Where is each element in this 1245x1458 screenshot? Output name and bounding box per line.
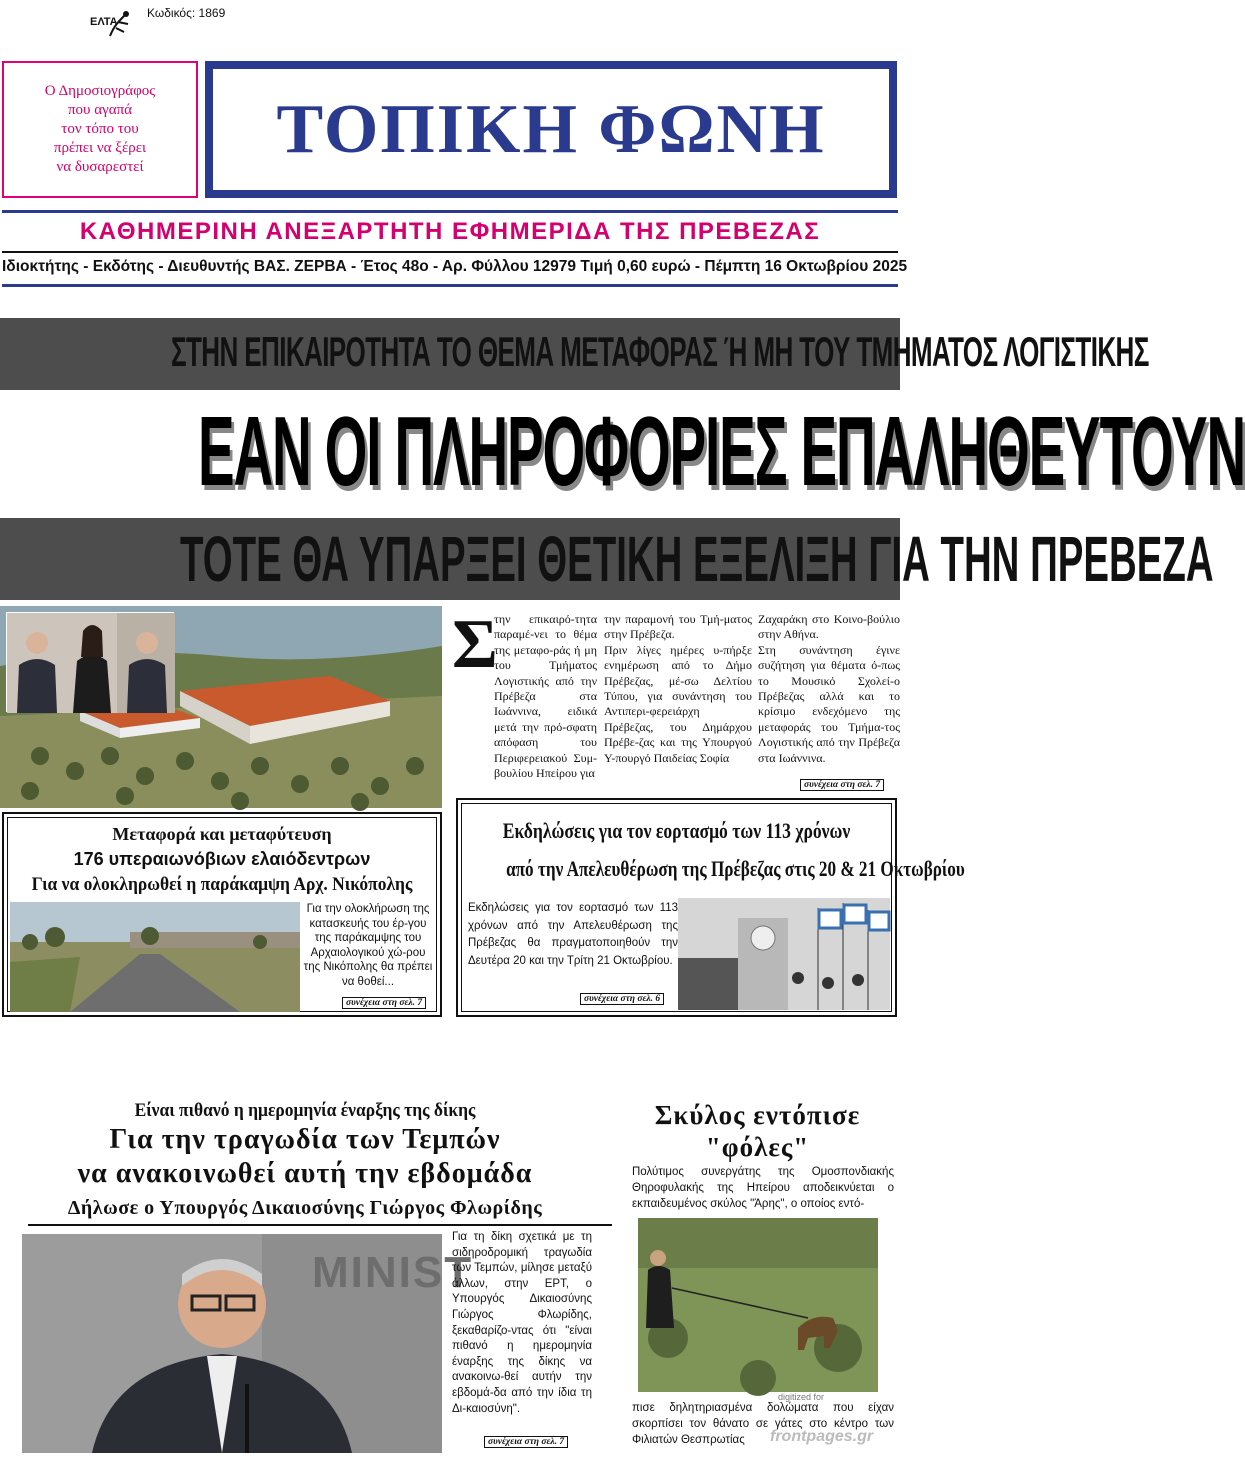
lead-column-2: την παραμονή του Τμή-ματος στην Πρέβεζα. Πριν λίγες ημέρες υ-πήρξε ενημέρωση από το Δήμο Πρέβεζας, μέ-σω Δελτίου Τύπου, για συνάντηση του Αντιπερι-φερειάρχη Πρέβεζας, του Δημάρχου Πρέβε-ζας και της Υπουργού Υ-πουργό Παιδείας Σοφία (604, 612, 752, 765)
dropcap-letter: Σ (452, 606, 498, 683)
masthead-rule (2, 210, 898, 213)
olive-title-2: 176 υπεραιωνόβιων ελαιόδεντρων (73, 849, 371, 869)
lead-kicker: ΣΤΗΝ ΕΠΙΚΑΙΡΟΤΗΤΑ ΤΟ ΘΕΜΑ ΜΕΤΑΦΟΡΑΣ Ή ΜΗ ΤΟΥ ΤΜΗΜΑΤΟΣ ΛΟΓΙΣΤΙΚΗΣ (171, 328, 1149, 375)
digitized-watermark: digitized for (778, 1392, 825, 1402)
masthead-title-box (205, 61, 897, 198)
tempi-subhead: Δήλωσε ο Υπουργός Δικαιοσύνης Γιώργος Φλωρίδης (67, 1197, 543, 1219)
dog-tail-text: πισε δηλητηριασμένα δολώματα που είχαν σκορπίσει τον θάνατο σε γάτες στο κέντρο των Φιλιατών Θεσπρωτίας (632, 1402, 894, 1447)
lead-column-1 (452, 606, 597, 781)
lead-subhead: ΤΟΤΕ ΘΑ ΥΠΑΡΞΕΙ ΘΕΤΙΚΗ ΕΞΕΛΙΞΗ ΓΙΑ ΤΗΝ ΠΡΕΒΕΖΑ (180, 523, 1214, 595)
tempi-headline-2: να ανακοινωθεί αυτή την εβδομάδα (77, 1158, 533, 1189)
dog-lead-text: Πολύτιμος συνεργάτης της Ομοσπονδιακής Θηροφυλακής της Ηπείρου αποδεικνύεται ο εκπαιδευμένος σκύλος "Άρης", ο οποίος εντό- (632, 1166, 894, 1211)
tempi-kicker: Είναι πιθανό η ημερομηνία έναρξης της δίκης (134, 1100, 476, 1121)
olive-text: Για την ολοκλήρωση της κατασκευής του έρ-γου της παράκαμψης του Αρχαιολογικού χώ-ρου της Νικόπολης θα πρέπει να θοθεί... (303, 903, 433, 988)
lead-continued-link[interactable]: συνέχεια στη σελ. 7 (800, 779, 884, 791)
liberation-events-box (456, 798, 965, 1017)
frontpages-watermark[interactable]: frontpages.gr (770, 1428, 874, 1445)
minister-photo (22, 1234, 474, 1453)
dog-photo (638, 1218, 878, 1392)
events-title-1: Εκδηλώσεις για τον εορτασμό των 113 χρόνων (502, 818, 851, 843)
newspaper-title: ΤΟΠΙΚΗ ΦΩΝΗ (276, 90, 826, 168)
tempi-text: Για τη δίκη σχετικά με τη σιδηροδρομική τραγωδία των Τεμπών, μίλησε μεταξύ άλλων, στην ΕΡΤ, ο Υπουργός Δικαιοσύνης Γιώργος Φλωρίδης, ξεκαθαρίζο-ντας ότι "είναι πιθανό η ημερομηνία έναρξης της δίκης να ανακοινω-θεί αυτήν την εβδομά-δα από την ίδια τη Δι-καιοσύνη". (452, 1231, 592, 1415)
issue-info-line: Ιδιοκτήτης - Εκδότης - Διευθυντής ΒΑΣ. ΖΕΡΒΑ - Έτος 48ο - Αρ. Φύλλου 12979 Τιμή 0,60 ευρώ - Πέμπτη 16 Οκτωβρίου 2025 (2, 258, 908, 275)
tempi-continued-link[interactable]: συνέχεια στη σελ. 7 (484, 1436, 568, 1448)
olive-trees-box (2, 812, 442, 1017)
road-photo (10, 902, 300, 1012)
dog-headline-1: Σκύλος εντόπισε (654, 1100, 861, 1130)
masthead-rule (2, 251, 898, 253)
dog-headline-2: "φόλες" (705, 1132, 810, 1162)
newspaper-subtitle: ΚΑΘΗΜΕΡΙΝΗ ΑΝΕΞΑΡΤΗΤΗ ΕΦΗΜΕΡΙΔΑ ΤΗΣ ΠΡΕΒΕΖΑΣ (79, 218, 821, 245)
olive-continued-link[interactable]: συνέχεια στη σελ. 7 (342, 997, 426, 1009)
hermes-icon (106, 8, 132, 40)
elta-logo-text: ΕΛΤΑ (90, 16, 118, 28)
lead-column-1-text: την επικαιρό-τητα παραμέ-νει το θέμα της μεταφο-ράς ή μη του Τμήματος Λογιστικής από την Πρέβεζα στα Ιωάννινα, ειδικά μετά την πρό-σφατη απόφαση του Περιφερειακού Συμ-βουλίου Ηπείρου για (494, 612, 597, 781)
tempi-headline-1: Για την τραγωδία των Τεμπών (109, 1124, 501, 1155)
motto-box (2, 61, 198, 198)
lead-headline: ΕΑΝ ΟΙ ΠΛΗΡΟΦΟΡΙΕΣ ΕΠΑΛΗΘΕΥΤΟΥΝ (198, 396, 1245, 506)
masthead-rule (2, 284, 898, 287)
lead-column-3: Ζαχαράκη στο Κοινο-βούλιο στην Αθήνα. Στη συνάντηση έγινε συζήτηση για θέματα ό-πως το Μουσικό Σχολεί-ο Πρέβεζας αλλά και το κρίσιμο ενδεχόμενο της μεταφοράς του Τμήμα-τος Λογιστικής από την Πρέβεζα στα Ιωάννινα. (758, 612, 900, 765)
elta-logo (84, 6, 136, 40)
officials-inset-photo (6, 612, 174, 712)
publication-code: Κωδικός: 1869 (147, 6, 226, 20)
ministry-sign: MINIST (312, 1248, 474, 1297)
events-title-2: από την Απελευθέρωση της Πρέβεζας στις 20 & 21 Οκτωβρίου (506, 856, 965, 881)
tempi-rule (28, 1224, 612, 1226)
events-continued-link[interactable]: συνέχεια στη σελ. 6 (580, 993, 664, 1005)
motto-text: Ο Δημοσιογράφος που αγαπά τον τόπο του πρέπει να ξέρει να δυσαρεστεί (44, 83, 156, 175)
events-text: Εκδηλώσεις για τον εορτασμό των 113 χρόνων από την Απελευθέρωση της Πρέβεζας θα πραγματοποιηθούν την Δευτέρα 20 και την Τρίτη 21 Οκτωβρίου. (468, 902, 678, 967)
olive-title-3: Για να ολοκληρωθεί η παράκαμψη Αρχ. Νικόπολης (31, 874, 413, 895)
parade-photo (678, 898, 890, 1010)
olive-title-1: Μεταφορά και μεταφύτευση (112, 824, 332, 844)
